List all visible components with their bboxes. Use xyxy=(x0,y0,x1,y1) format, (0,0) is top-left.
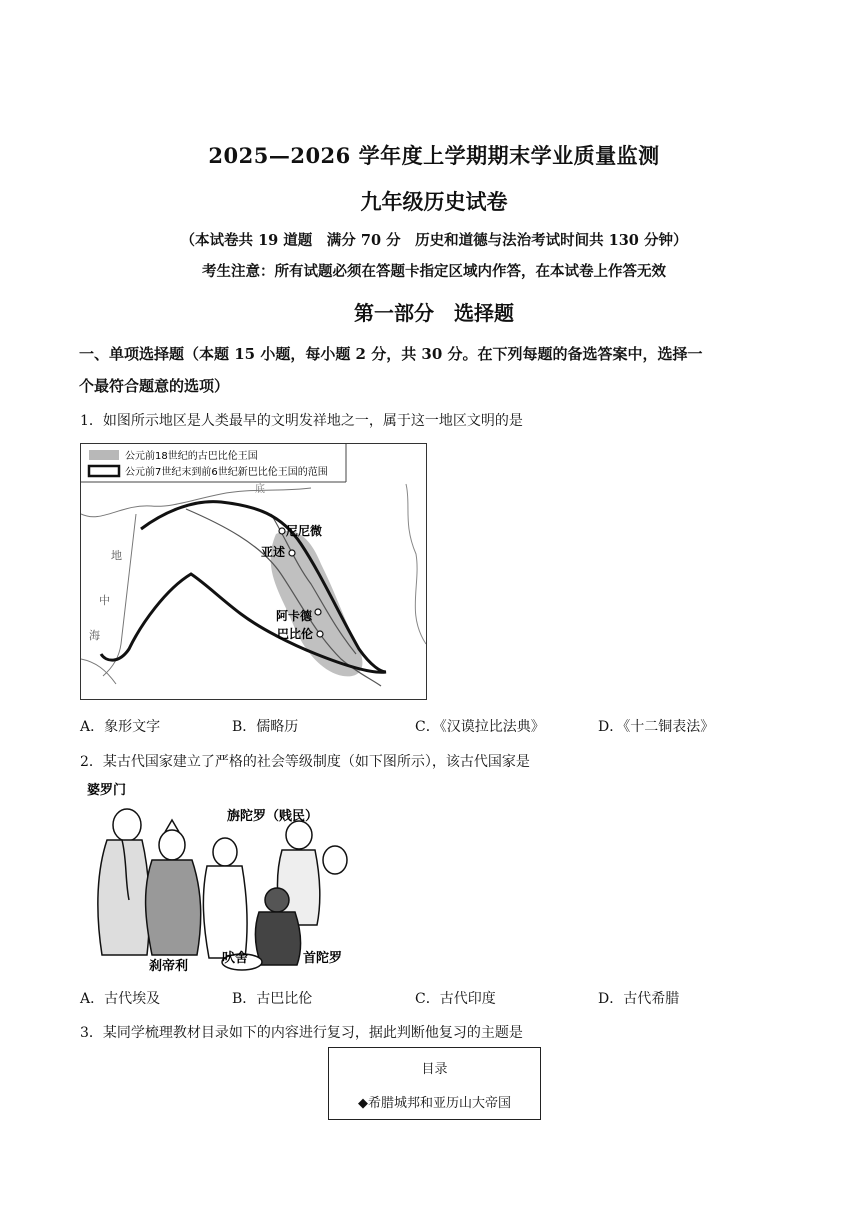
city-label-akkad: 阿卡德 xyxy=(276,609,313,623)
sea-char-1: 地 xyxy=(111,549,122,562)
chandala-pot xyxy=(323,846,347,874)
label-vaishya: 吠舍 xyxy=(222,951,249,966)
brahmin-body xyxy=(98,840,150,955)
label-kshatriya: 刹帝利 xyxy=(149,959,189,974)
legend-shaded-swatch xyxy=(89,450,119,460)
question-2-stem: 2．某古代国家建立了严格的社会等级制度（如下图所示），该古代国家是 xyxy=(80,754,530,770)
label-chandala: 旃陀罗（贱民） xyxy=(227,809,319,824)
exam-notice: 考生注意：所有试题必须在答题卡指定区域内作答，在本试卷上作答无效 xyxy=(202,263,666,280)
legend-outline-swatch xyxy=(89,466,119,476)
vaishya-head xyxy=(213,838,237,866)
nile-coast xyxy=(81,659,116,684)
section-line-2: 个最符合题意的选项） xyxy=(79,377,230,395)
exam-info: （本试卷共 19 道题 满分 70 分 历史和道德与法治考试时间共 130 分钟） xyxy=(180,232,688,249)
question-1-options xyxy=(80,716,780,736)
label-brahmin: 婆罗门 xyxy=(87,783,127,798)
section-instructions xyxy=(79,338,799,402)
question-2-options xyxy=(80,988,780,1008)
exam-title: 2025—2026 学年度上学期期末学业质量监测 xyxy=(208,143,660,168)
kshatriya-head xyxy=(159,830,185,860)
table-of-contents-box xyxy=(328,1047,541,1120)
city-marker-nineveh xyxy=(279,528,285,534)
city-marker-babylon xyxy=(317,631,323,637)
sea-char-2: 中 xyxy=(99,594,110,607)
caste-svg xyxy=(77,780,357,978)
vaishya-body xyxy=(203,866,247,958)
label-shudra: 首陀罗 xyxy=(303,951,343,966)
caste-illustration xyxy=(77,780,357,978)
city-label-assur: 亚述 xyxy=(261,545,286,559)
east-coast xyxy=(406,484,426,644)
legend-label-1: 公元前18世纪的古巴比伦王国 xyxy=(125,451,258,462)
part-heading: 第一部分 选择题 xyxy=(354,301,514,325)
kshatriya-body xyxy=(146,860,201,955)
brahmin-head xyxy=(113,809,141,841)
exam-subtitle: 九年级历史试卷 xyxy=(360,189,508,214)
q1-option-c[interactable]: C．《汉谟拉比法典》 xyxy=(415,719,545,735)
map-svg xyxy=(81,444,426,699)
shudra-body xyxy=(255,912,300,965)
mesopotamia-map xyxy=(80,443,427,700)
city-marker-assur xyxy=(289,550,295,556)
city-label-nineveh: 尼尼微 xyxy=(286,524,323,538)
q1-option-d[interactable]: D．《十二铜表法》 xyxy=(598,719,715,735)
q2-option-d[interactable]: D．古代希腊 xyxy=(598,991,680,1007)
map-edge-char: 底 xyxy=(255,484,265,495)
city-marker-akkad xyxy=(315,609,321,615)
question-1-stem: 1．如图所示地区是人类最早的文明发祥地之一，属于这一地区文明的是 xyxy=(80,413,523,429)
shudra-head xyxy=(265,888,289,912)
q1-option-a[interactable]: A．象形文字 xyxy=(80,719,161,735)
q2-option-b[interactable]: B．古巴比伦 xyxy=(232,991,313,1007)
toc-title: 目录 xyxy=(421,1062,448,1077)
q2-option-c[interactable]: C．古代印度 xyxy=(415,991,496,1007)
section-line-1: 一、单项选择题（本题 15 小题，每小题 2 分，共 30 分。在下列每题的备选答案中，选择一 xyxy=(79,345,703,363)
q1-option-b[interactable]: B．儒略历 xyxy=(232,719,299,735)
sea-char-3: 海 xyxy=(89,629,100,642)
toc-item: ◆希腊城邦和亚历山大帝国 xyxy=(358,1096,511,1111)
chandala-head xyxy=(286,821,312,849)
question-3-stem: 3．某同学梳理教材目录如下的内容进行复习，据此判断他复习的主题是 xyxy=(80,1025,523,1041)
legend-label-2: 公元前7世纪末到前6世纪新巴比伦王国的范围 xyxy=(125,467,328,478)
city-label-babylon: 巴比伦 xyxy=(277,627,314,641)
q2-option-a[interactable]: A．古代埃及 xyxy=(80,991,161,1007)
